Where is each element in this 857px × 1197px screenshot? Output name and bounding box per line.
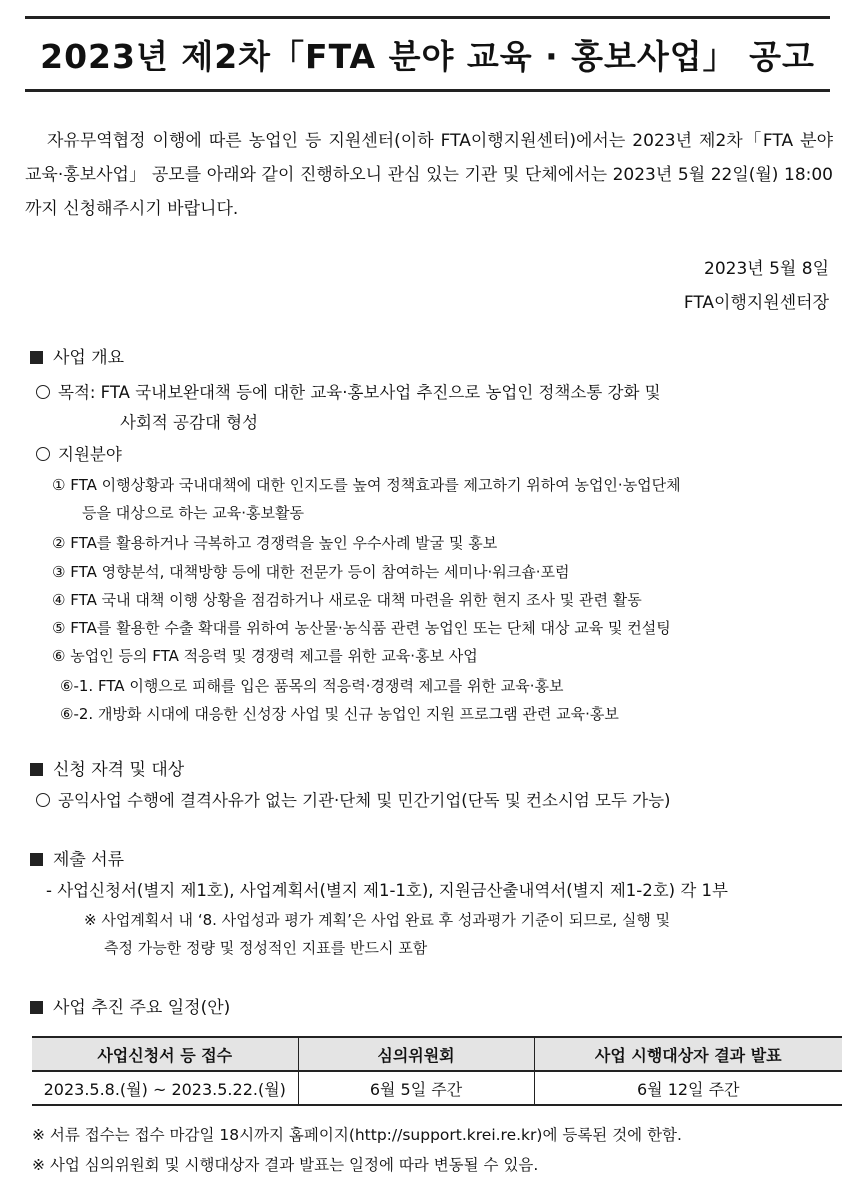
support-item-3: ③ FTA 영향분석, 대책방향 등에 대한 전문가 등이 참여하는 세미나·워크숍·포럼: [52, 563, 570, 581]
purpose-line-1: 목적: FTA 국내보완대책 등에 대한 교육·홍보사업 추진으로 농업인 정책소통 강화 및: [36, 378, 661, 408]
footnote-1: ※ 서류 접수는 접수 마감일 18시까지 홈페이지(http://support.krei.re.kr)에 등록된 것에 한함.: [32, 1126, 682, 1144]
table-header-cell: 사업 시행대상자 결과 발표: [534, 1037, 842, 1071]
table-cell: 2023.5.8.(월) ~ 2023.5.22.(월): [32, 1071, 298, 1105]
table-header-row: [32, 1037, 842, 1071]
documents-note-line-2: 측정 가능한 정량 및 정성적인 지표를 반드시 포함: [104, 939, 428, 957]
support-item-2: ② FTA를 활용하거나 극복하고 경쟁력을 높인 우수사례 발굴 및 홍보: [52, 534, 498, 552]
eligibility-item: 공익사업 수행에 결격사유가 없는 기관·단체 및 민간기업(단독 및 컨소시엄 모두 가능): [36, 786, 671, 816]
purpose-line-2: 사회적 공감대 형성: [120, 413, 259, 432]
documents-note-line-1: ※ 사업계획서 내 ‘8. 사업성과 평가 계획’은 사업 완료 후 성과평가 기준이 되므로, 실행 및: [84, 911, 671, 929]
section-overview-heading: 사업 개요: [30, 346, 124, 370]
support-item-6: ⑥ 농업인 등의 FTA 적응력 및 경쟁력 제고를 위한 교육·홍보 사업: [52, 647, 478, 665]
title-box: [25, 16, 830, 92]
intro-section: [25, 124, 833, 226]
table-cell: 6월 12일 주간: [534, 1071, 842, 1105]
page-title: 2023년 제2차「FTA 분야 교육 · 홍보사업」 공고: [40, 36, 815, 76]
section-eligibility-heading: 신청 자격 및 대상: [30, 758, 184, 782]
intro-text: 자유무역협정 이행에 따른 농업인 등 지원센터(이하 FTA이행지원센터)에서는 2023년 제2차「FTA 분야 교육·홍보사업」 공모를 아래와 같이 진행하오니 관심 있는 기관 및 단체에서는 2023년 5월 22일(월) 18:00까지 신청해주시기 바랍니다.: [25, 131, 833, 219]
support-item-1-cont: 등을 대상으로 하는 교육·홍보활동: [82, 504, 304, 522]
issuer: FTA이행지원센터장: [683, 293, 829, 313]
table-cell: 6월 5일 주간: [298, 1071, 534, 1105]
announcement-date: 2023년 5월 8일: [704, 259, 829, 279]
square-bullet-icon: [30, 351, 43, 364]
support-item-1: ① FTA 이행상황과 국내대책에 대한 인지도를 높여 정책효과를 제고하기 위하여 농업인·농업단체: [52, 476, 681, 494]
table-row: [32, 1071, 842, 1105]
circle-bullet-icon: [36, 793, 50, 807]
square-bullet-icon: [30, 763, 43, 776]
footnote-2: ※ 사업 심의위원회 및 시행대상자 결과 발표는 일정에 따라 변동될 수 있음.: [32, 1156, 539, 1174]
section-documents-heading: 제출 서류: [30, 848, 124, 872]
schedule-table: [32, 1036, 842, 1106]
circle-bullet-icon: [36, 447, 50, 461]
table-header-cell: 심의위원회: [298, 1037, 534, 1071]
square-bullet-icon: [30, 853, 43, 866]
support-heading: 지원분야: [36, 440, 122, 470]
table-header-cell: 사업신청서 등 접수: [32, 1037, 298, 1071]
section-schedule-heading: 사업 추진 주요 일정(안): [30, 996, 230, 1020]
documents-item: - 사업신청서(별지 제1호), 사업계획서(별지 제1-1호), 지원금산출내역서(별지 제1-2호) 각 1부: [46, 881, 728, 900]
support-item-4: ④ FTA 국내 대책 이행 상황을 점검하거나 새로운 대책 마련을 위한 현지 조사 및 관련 활동: [52, 591, 642, 609]
square-bullet-icon: [30, 1001, 43, 1014]
support-item-5: ⑤ FTA를 활용한 수출 확대를 위하여 농산물·농식품 관련 농업인 또는 단체 대상 교육 및 컨설팅: [52, 619, 671, 637]
circle-bullet-icon: [36, 385, 50, 399]
date-block: [684, 252, 829, 320]
support-subitem-6-1: ⑥-1. FTA 이행으로 피해를 입은 품목의 적응력·경쟁력 제고를 위한 교육·홍보: [60, 677, 564, 695]
support-subitem-6-2: ⑥-2. 개방화 시대에 대응한 신성장 사업 및 신규 농업인 지원 프로그램 관련 교육·홍보: [60, 705, 619, 723]
